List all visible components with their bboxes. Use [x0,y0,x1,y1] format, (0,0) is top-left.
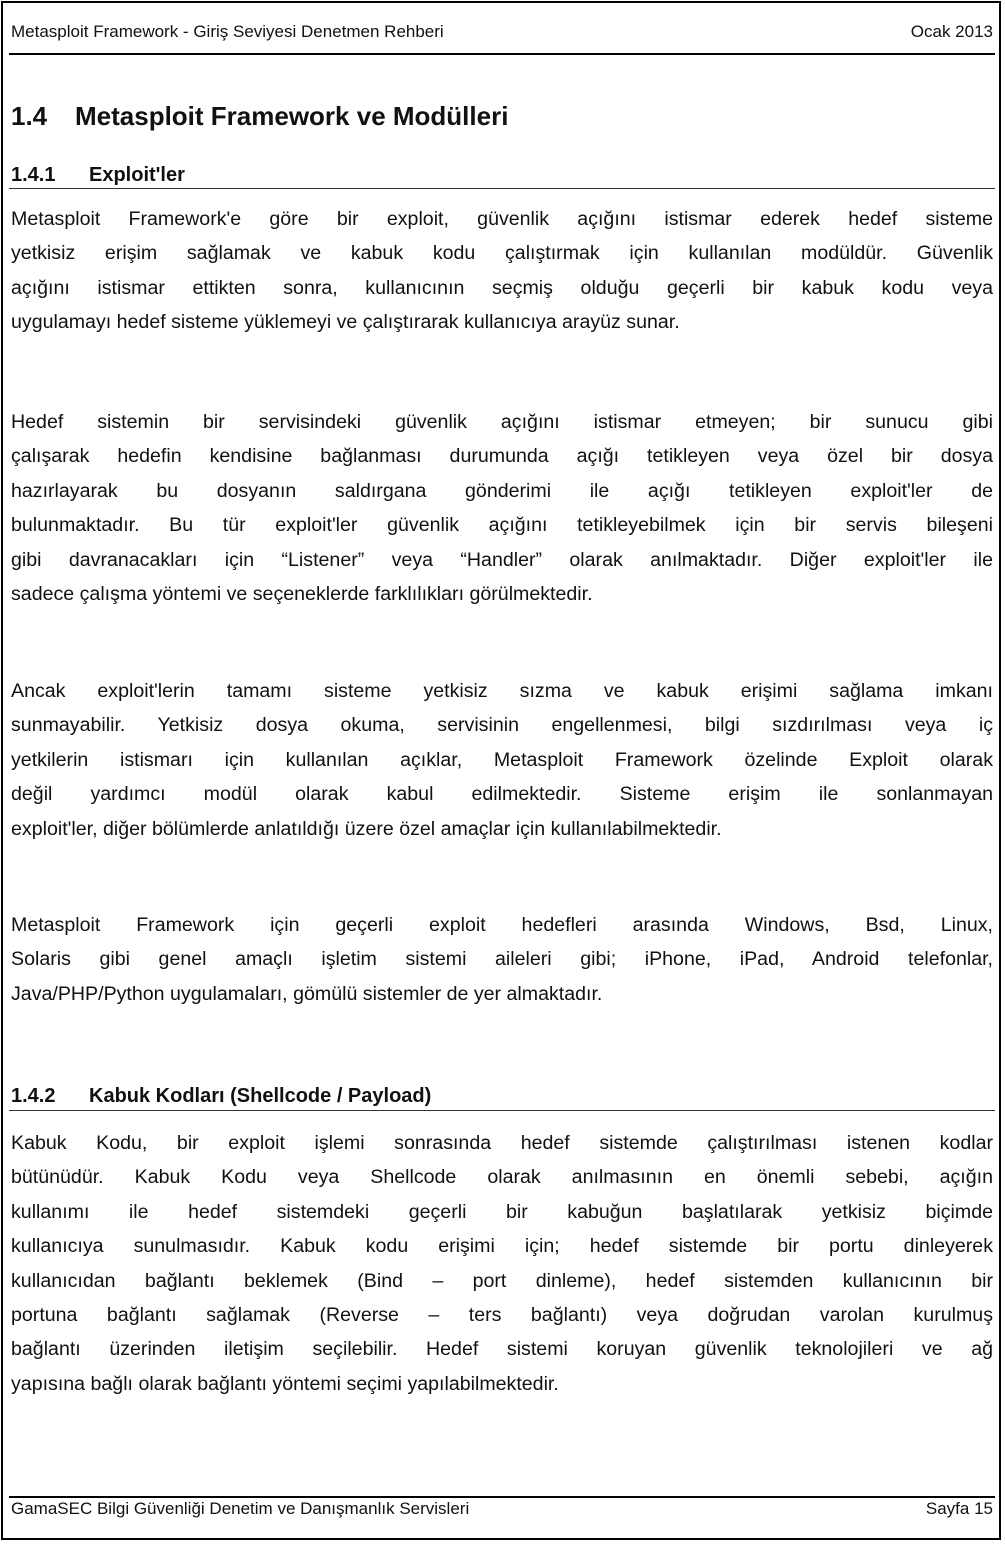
footer-rule [9,1496,995,1498]
text-line: kullanıcıya sunulmasıdır. Kabuk kodu erişimi için; hedef sistemde bir portu dinleyerek [11,1235,993,1258]
text-line: açığını istismar ettikten sonra, kullanıcının seçmiş olduğu geçerli bir kabuk kodu veya [11,276,993,299]
subsection-number: 1.4.1 [11,164,56,186]
subsection-heading [11,164,185,187]
paragraph [11,202,993,340]
text-line: Metasploit Framework için geçerli exploit hedefleri arasında Windows, Bsd, Linux, [11,914,993,936]
page-footer [11,1499,993,1519]
subsection-number: 1.4.2 [11,1085,56,1107]
text-line: bulunmaktadır. Bu tür exploit'ler güvenlik açığını tetikleyebilmek için bir servis bileşeni [11,514,993,537]
section-heading [11,101,508,132]
paragraph [11,405,993,611]
subsection-title: Kabuk Kodları (Shellcode / Payload) [89,1085,432,1107]
text-line: Metasploit Framework'e göre bir exploit, güvenlik açığını istismar ederek hedef sisteme [11,208,993,230]
text-line: hazırlayarak bu dosyanın saldırgana gönderimi ile açığı tetikleyen exploit'ler de [11,479,993,502]
section-title: Metasploit Framework ve Modülleri [75,101,509,131]
text-line: Solaris gibi genel amaçlı işletim sistemi aileleri gibi; iPhone, iPad, Android telefonlar, [11,948,993,971]
text-line: Ancak exploit'lerin tamamı sisteme yetkisiz sızma ve kabuk erişimi sağlama imkanı [11,680,993,702]
text-line: Hedef sistemin bir servisindeki güvenlik açığını istismar etmeyen; bir sunucu gibi [11,411,993,433]
subsection-rule [9,1110,995,1111]
text-line: Java/PHP/Python uygulamaları, gömülü sistemler de yer almaktadır. [11,982,603,1005]
page-header [11,22,993,42]
text-line: yapısına bağlı olarak bağlantı yöntemi seçimi yapılabilmektedir. [11,1372,559,1395]
paragraph [11,674,993,846]
header-date: Ocak 2013 [910,22,993,41]
text-line: gibi davranacakları için “Listener” veya “Handler” olarak anılmaktadır. Diğer exploit'ler ile [11,548,993,571]
text-line: çalışarak hedefin kendisine bağlanması durumunda açığı tetikleyen veya özel bir dosya [11,445,993,468]
subsection-title: Exploit'ler [89,164,185,186]
text-line: portuna bağlantı sağlamak (Reverse – ters bağlantı) veya doğrudan varolan kurulmuş [11,1303,993,1326]
paragraph [11,908,993,1011]
page-number: Sayfa 15 [925,1499,993,1518]
text-line: sadece çalışma yöntemi ve seçeneklerde farklılıkları görülmektedir. [11,582,593,605]
paragraph [11,1126,993,1401]
header-rule [9,53,995,55]
text-line: yetkilerin istismarı için kullanılan açıklar, Metasploit Framework özelinde Exploit olarak [11,748,993,771]
text-line: exploit'ler, diğer bölümlerde anlatıldığı üzere özel amaçlar için kullanılabilmektedir. [11,817,722,840]
footer-company: GamaSEC Bilgi Güvenliği Denetim ve Danışmanlık Servisleri [11,1499,470,1518]
text-line: kullanıcıdan bağlantı beklemek (Bind – port dinleme), hedef sistemden kullanıcının bir [11,1269,993,1292]
text-line: bağlantı üzerinden iletişim seçilebilir. Hedef sistemi koruyan güvenlik teknolojileri ve ağ [11,1338,993,1361]
text-line: bütünüdür. Kabuk Kodu veya Shellcode olarak anılmasının en önemli sebebi, açığın [11,1166,993,1189]
text-line: sunmayabilir. Yetkisiz dosya okuma, servisinin engellenmesi, bilgi sızdırılması veya iç [11,714,993,737]
text-line: Kabuk Kodu, bir exploit işlemi sonrasında hedef sistemde çalıştırılması istenen kodlar [11,1132,993,1154]
section-number: 1.4 [11,101,48,131]
header-title: Metasploit Framework - Giriş Seviyesi Denetmen Rehberi [11,22,444,41]
subsection-heading [11,1085,431,1108]
text-line: yetkisiz erişim sağlamak ve kabuk kodu çalıştırmak için kullanılan modüldür. Güvenlik [11,242,993,265]
text-line: uygulamayı hedef sisteme yüklemeyi ve çalıştırarak kullanıcıya arayüz sunar. [11,311,680,334]
subsection-rule [9,188,995,189]
text-line: değil yardımcı modül olarak kabul edilmektedir. Sisteme erişim ile sonlanmayan [11,783,993,806]
text-line: kullanımı ile hedef sistemdeki geçerli bir kabuğun başlatılarak yetkisiz biçimde [11,1200,993,1223]
